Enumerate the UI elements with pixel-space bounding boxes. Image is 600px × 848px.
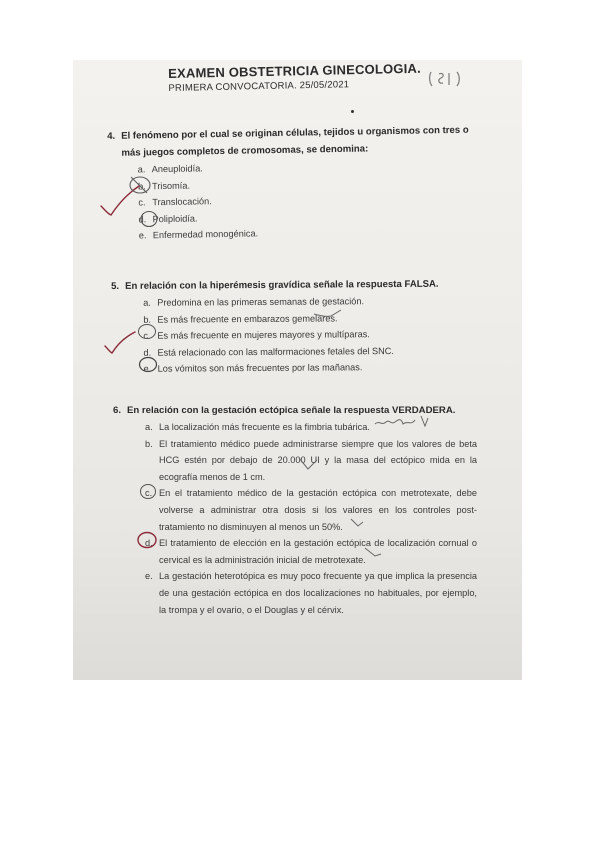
exam-subtitle: PRIMERA CONVOCATORIA. 25/05/2021 — [168, 79, 350, 94]
question-number: 4. — [107, 130, 116, 142]
ink-dot — [351, 110, 354, 113]
option-b[interactable]: b. El tratamiento médico puede administrarse siempre que los valores de beta HCG estén por debajo de 20.000 UI y la masa del ectópico mida en la ecografía menos de 1 cm. — [145, 438, 477, 482]
exam-title: EXAMEN OBSTETRICIA GINECOLOGIA. — [168, 60, 421, 81]
option-a[interactable]: a. Aneuploidía. — [137, 163, 203, 175]
question-number: 6. — [113, 405, 122, 416]
exam-sheet — [73, 60, 522, 680]
question-stem: 5. En relación con la hiperémesis gravídica señale la respuesta FALSA. — [111, 275, 511, 295]
question-stem: 6. En relación con la gestación ectópica señale la respuesta VERDADERA. — [113, 402, 513, 419]
question-stem-line2: más juegos completos de cromosomas, se denomina: — [121, 143, 369, 159]
corner-scribble-icon — [427, 68, 471, 90]
option-e[interactable]: e. Enfermedad monogénica. — [138, 228, 259, 241]
option-a[interactable]: a. La localización más frecuente es la fimbria tubárica. — [145, 422, 370, 432]
question-stem: 4. El fenómeno por el cual se originan células, tejidos u organismos con tres o — [107, 121, 507, 145]
question-4 — [107, 121, 509, 245]
question-5 — [111, 275, 512, 378]
option-c[interactable]: c. En el tratamiento médico de la gestación ectópica con metrotexate, debe volverse a administrar otra dosis si los valores en los controles post-tratamiento no disminuyen al menos un 50%. — [145, 488, 477, 532]
question-number: 5. — [111, 280, 120, 292]
option-d[interactable]: d. Poliploidía. — [138, 213, 198, 225]
option-c[interactable]: c. Es más frecuente en mujeres mayores y multíparas. — [143, 329, 370, 341]
option-d[interactable]: d. Está relacionado con las malformaciones fetales del SNC. — [143, 345, 395, 358]
option-c[interactable]: c. Translocación. — [138, 196, 212, 208]
exam-header — [168, 61, 421, 94]
question-6 — [113, 402, 513, 618]
option-e[interactable]: e. La gestación heterotópica es muy poco frecuente ya que implica la presencia de una gestación ectópica en dos localizaciones no habituales, por ejemplo, la trompa y el ovario, o el Douglas y el cérvix. — [145, 571, 477, 615]
option-b[interactable]: b. Trisomía. — [137, 180, 191, 192]
option-e[interactable]: e. Los vómitos son más frecuentes por las mañanas. — [143, 362, 363, 375]
option-b[interactable]: b. Es más frecuente en embarazos gemelares. — [143, 313, 338, 325]
option-a[interactable]: a. Predomina en las primeras semanas de gestación. — [143, 296, 365, 308]
option-d[interactable]: d. El tratamiento de elección en la gestación ectópica de localización cornual o cervical es la administración inicial de metrotexate. — [145, 538, 477, 565]
